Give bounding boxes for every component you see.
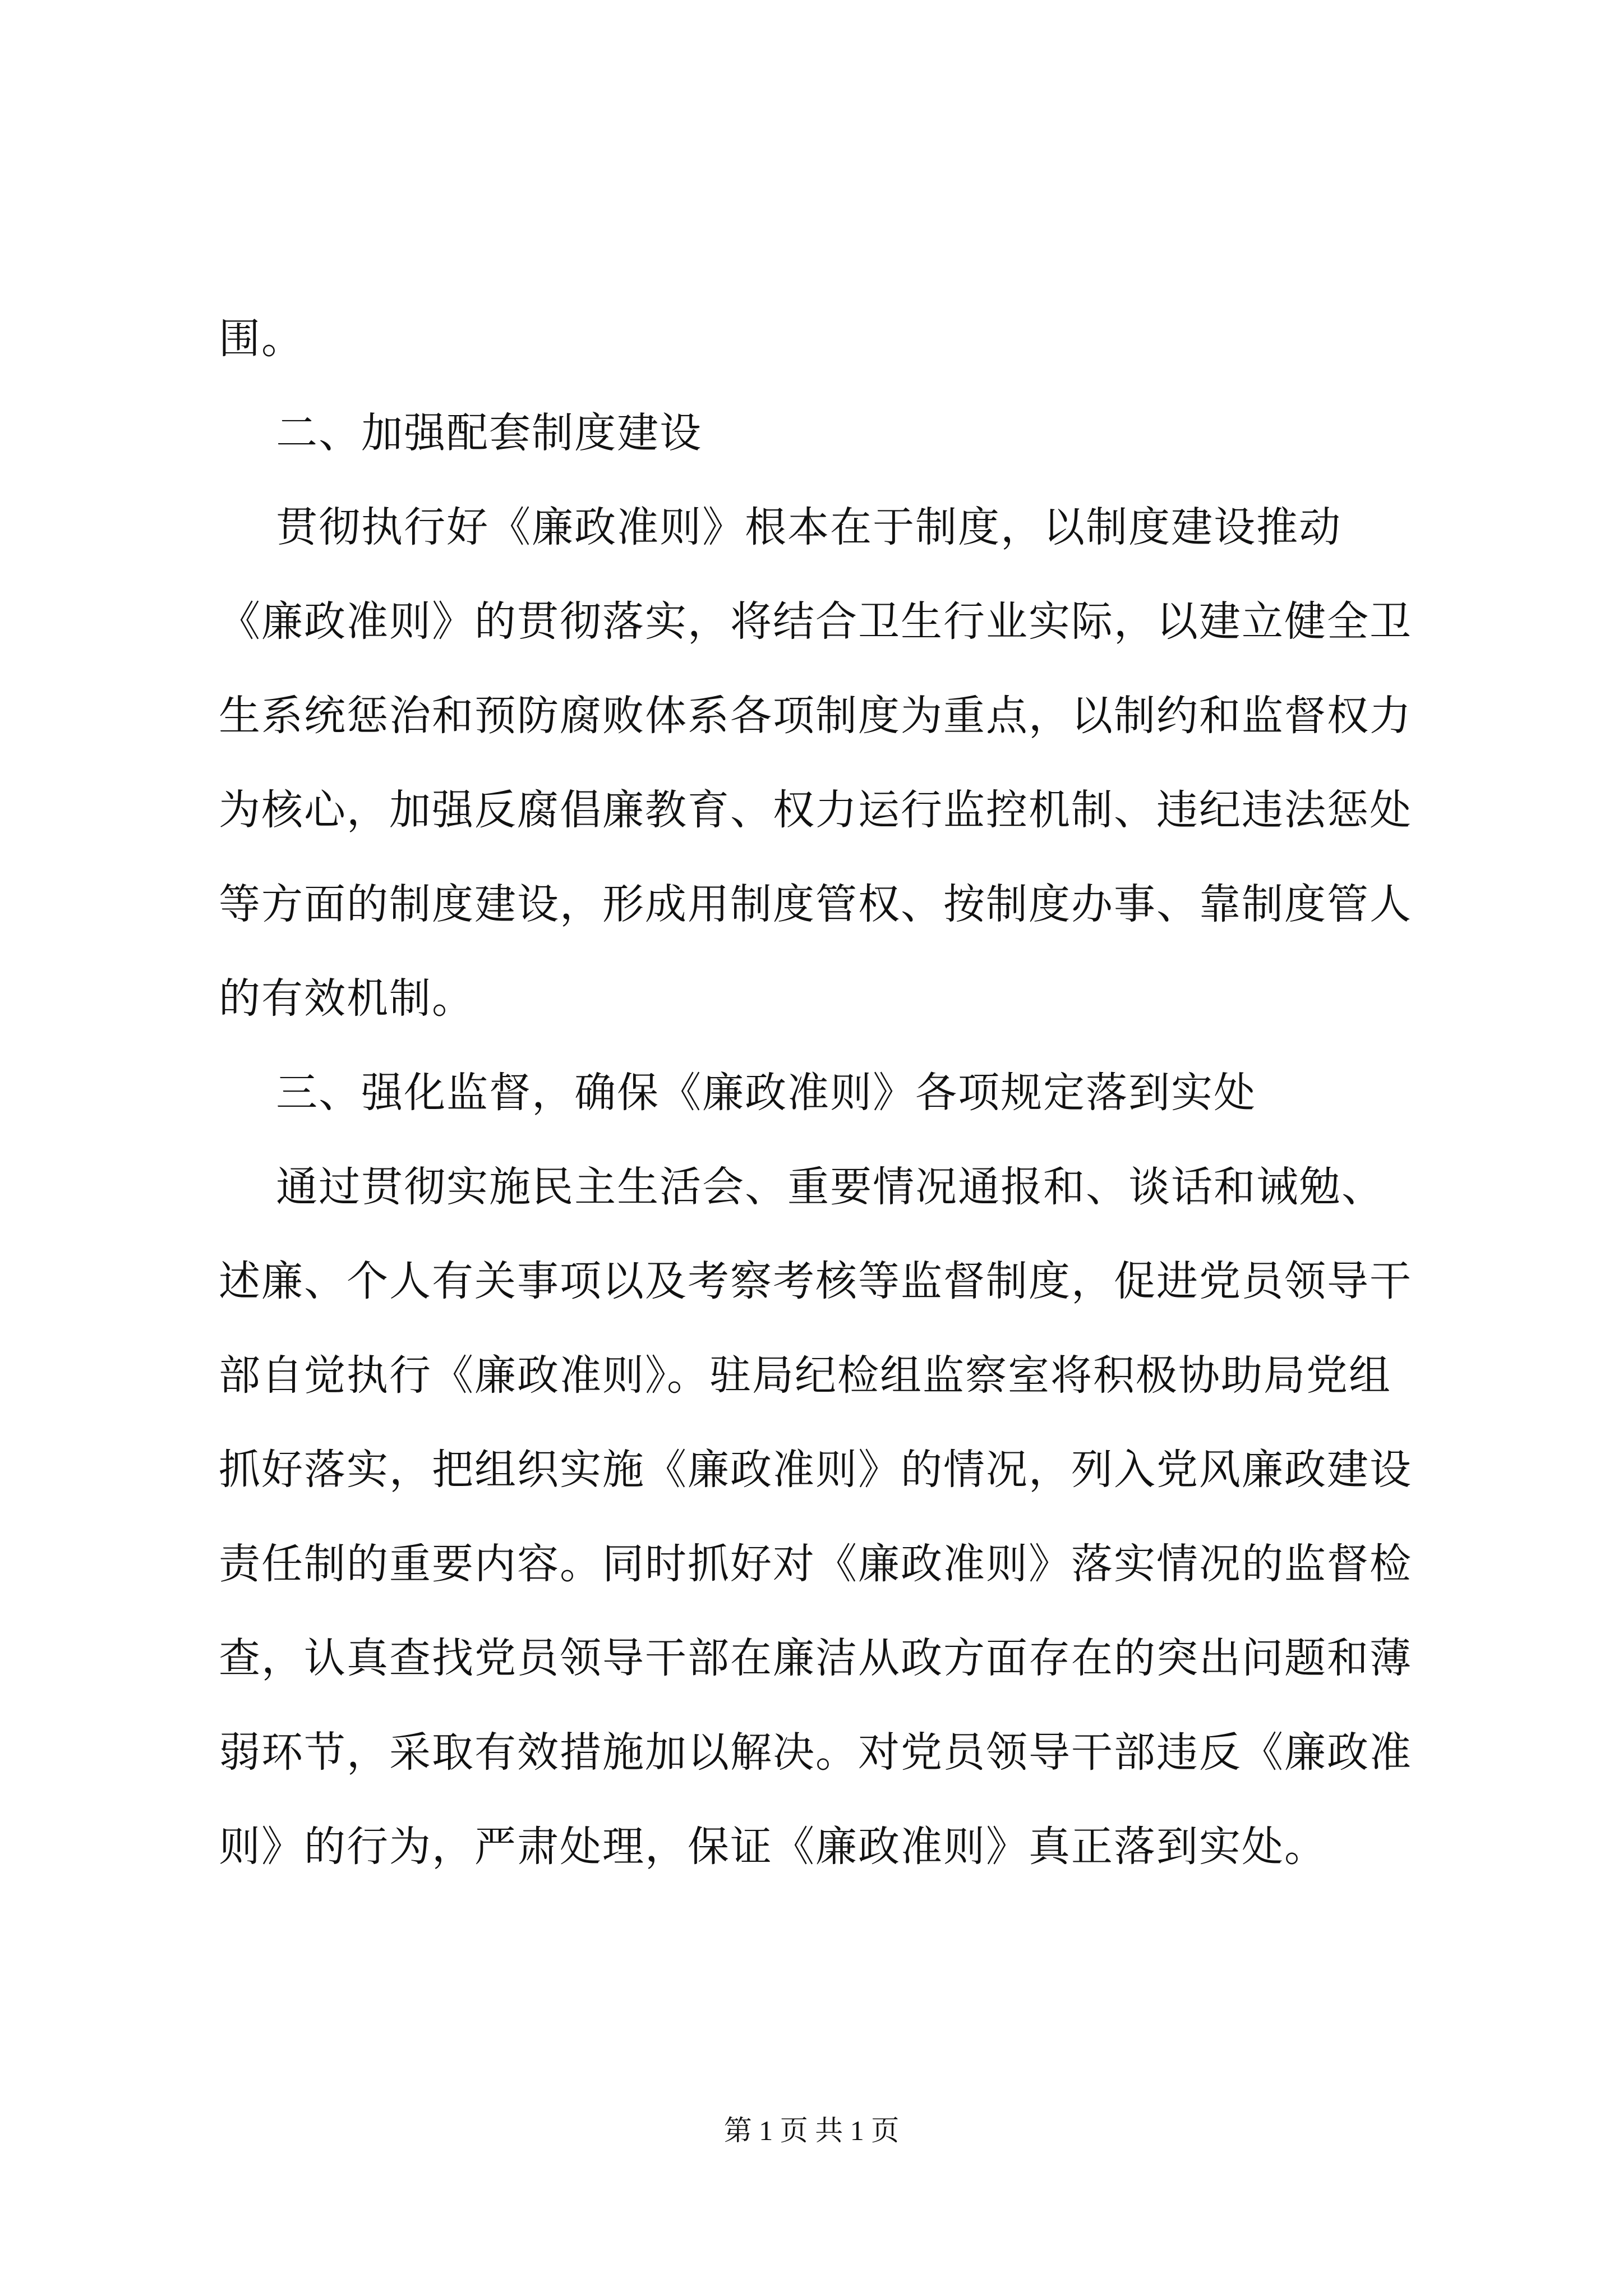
text-line: 等方面的制度建设，形成用制度管权、按制度办事、靠制度管人 bbox=[219, 880, 1412, 928]
text-line: 抓好落实，把组织实施《廉政准则》的情况，列入党风廉政建设 bbox=[219, 1446, 1412, 1494]
text-line: 《廉政准则》的贯彻落实，将结合卫生行业实际，以建立健全卫 bbox=[219, 597, 1412, 646]
text-line: 通过贯彻实施民主生活会、重要情况通报和、谈话和诫勉、 bbox=[219, 1163, 1385, 1211]
text-line: 为核心，加强反腐倡廉教育、权力运行监控机制、违纪违法惩处 bbox=[219, 786, 1412, 834]
text-line: 生系统惩治和预防腐败体系各项制度为重点，以制约和监督权力 bbox=[219, 692, 1412, 740]
text-line: 弱环节，采取有效措施加以解决。对党员领导干部违反《廉政准 bbox=[219, 1728, 1412, 1777]
section-heading-3: 三、强化监督，确保《廉政准则》各项规定落到实处 bbox=[219, 1069, 1257, 1117]
section-heading-2: 二、加强配套制度建设 bbox=[219, 409, 703, 457]
text-line: 则》的行为，严肃处理，保证《廉政准则》真正落到实处。 bbox=[219, 1823, 1327, 1871]
text-line: 查，认真查找党员领导干部在廉洁从政方面存在的突出问题和薄 bbox=[219, 1634, 1412, 1682]
text-line: 述廉、个人有关事项以及考察考核等监督制度，促进党员领导干 bbox=[219, 1257, 1412, 1305]
text-line: 的有效机制。 bbox=[219, 974, 474, 1023]
text-line: 责任制的重要内容。同时抓好对《廉政准则》落实情况的监督检 bbox=[219, 1540, 1412, 1588]
text-line: 围。 bbox=[219, 315, 304, 363]
text-line: 贯彻执行好《廉政准则》根本在于制度，以制度建设推动 bbox=[219, 503, 1342, 551]
page-number-footer: 第 1 页 共 1 页 bbox=[723, 2115, 900, 2146]
text-line: 部自觉执行《廉政准则》。驻局纪检组监察室将积极协助局党组 bbox=[219, 1351, 1391, 1400]
document-body bbox=[219, 292, 1419, 1894]
